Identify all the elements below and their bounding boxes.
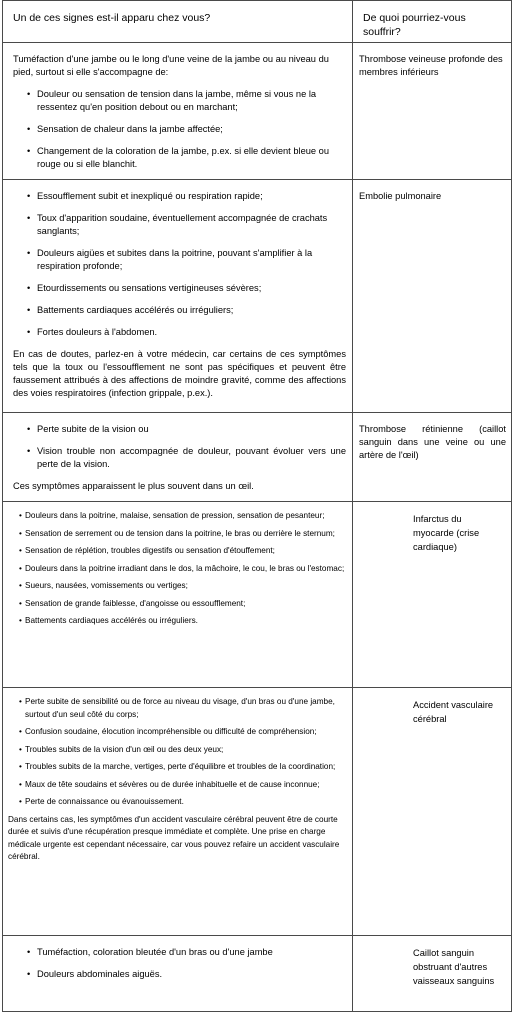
symptoms-cell — [3, 43, 353, 180]
condition-cell: Embolie pulmonaire — [353, 180, 512, 413]
condition-cell: Thrombose rétinienne (caillot sanguin dans une veine ou une artère de l'œil) — [353, 413, 512, 502]
symptom-item: • Sensation de serrement ou de tension dans la poitrine, le bras ou derrière le sternum; — [19, 528, 348, 541]
header-symptoms: Un de ces signes est-il apparu chez vous? — [3, 1, 353, 43]
symptom-item: • Sensation de réplétion, troubles digestifs ou sensation d'étouffement; — [19, 545, 348, 558]
symptoms-cell — [3, 413, 353, 502]
symptom-item: • Sensation de grande faiblesse, d'angoisse ou essoufflement; — [19, 598, 348, 611]
symptom-item: • Sueurs, nausées, vomissements ou vertiges; — [19, 580, 348, 593]
symptom-item: • Douleurs dans la poitrine irradiant dans le dos, la mâchoire, le cou, le bras ou l'estomac; — [19, 563, 348, 576]
symptom-item: • Essoufflement subit et inexpliqué ou respiration rapide; — [27, 190, 346, 203]
symptom-item: • Vision trouble non accompagnée de douleur, pouvant évoluer vers une perte de la vision. — [27, 445, 346, 471]
symptom-item: • Confusion soudaine, élocution incompréhensible ou difficulté de compréhension; — [19, 726, 348, 739]
symptom-item: • Troubles subits de la marche, vertiges, perte d'équilibre et troubles de la coordination; — [19, 761, 348, 774]
symptom-item: • Perte de connaissance ou évanouissement. — [19, 796, 348, 809]
table-row — [3, 936, 512, 1012]
row-note: En cas de doutes, parlez-en à votre médecin, car certains de ces symptômes tels que la toux ou l'essoufflement ne sont pas spécifiques et peuvent être faussement attribués à des affections de moindre gravité, comme des affections des voies respiratoires (infection grippale, p.ex.). — [13, 349, 346, 398]
symptom-item: • Troubles subits de la vision d'un œil ou des deux yeux; — [19, 744, 348, 757]
symptoms-cell — [3, 180, 353, 413]
symptom-item: • Douleurs dans la poitrine, malaise, sensation de pression, sensation de pesanteur; — [19, 510, 348, 523]
symptom-item: • Douleur ou sensation de tension dans la jambe, même si vous ne la ressentez qu'en position debout ou en marchant; — [27, 88, 346, 114]
table-row — [3, 43, 512, 180]
symptom-item: • Douleurs aigües et subites dans la poitrine, pouvant s'amplifier à la respiration profonde; — [27, 247, 346, 273]
symptom-item: • Perte subite de la vision ou — [27, 423, 346, 436]
symptom-item: • Changement de la coloration de la jambe, p.ex. si elle devient bleue ou rouge ou si elle blanchit. — [27, 145, 346, 171]
header-condition: De quoi pourriez-vous souffrir? — [353, 1, 512, 43]
table-row — [3, 180, 512, 413]
symptom-item: • Battements cardiaques accélérés ou irréguliers; — [27, 304, 346, 317]
table-row — [3, 413, 512, 502]
symptom-item: • Sensation de chaleur dans la jambe affectée; — [27, 123, 346, 136]
condition-cell: Infarctus du myocarde (crise cardiaque) — [353, 502, 512, 688]
symptoms-cell — [3, 502, 353, 688]
row-note: Dans certains cas, les symptômes d'un accident vasculaire cérébral peuvent être de courte durée et suivis d'une récupération presque immédiate et complète. Une prise en charge médicale urgente est cependant nécessaire, car vous pouvez refaire un accident vasculaire cérébral. — [8, 814, 340, 861]
row-note: Ces symptômes apparaissent le plus souvent dans un œil. — [13, 481, 254, 491]
symptoms-table — [2, 0, 512, 1012]
table-row — [3, 688, 512, 936]
symptoms-cell — [3, 688, 353, 936]
condition-cell: Caillot sanguin obstruant d'autres vaisseaux sanguins — [353, 936, 512, 1012]
symptom-item: • Fortes douleurs à l'abdomen. — [27, 326, 346, 339]
condition-cell: Accident vasculaire cérébral — [353, 688, 512, 936]
table-row — [3, 502, 512, 688]
row-intro: Tuméfaction d'une jambe ou le long d'une veine de la jambe ou au niveau du pied, surtout si elle s'accompagne de: — [13, 54, 329, 77]
table-header-row — [3, 1, 512, 43]
symptom-item: • Etourdissements ou sensations vertigineuses sévères; — [27, 282, 346, 295]
symptom-item: • Battements cardiaques accélérés ou irréguliers. — [19, 615, 348, 628]
condition-cell: Thrombose veineuse profonde des membres inférieurs — [353, 43, 512, 180]
symptom-item: • Maux de tête soudains et sévères ou de durée inhabituelle et de cause inconnue; — [19, 779, 348, 792]
symptom-item: • Perte subite de sensibilité ou de force au niveau du visage, d'un bras ou d'une jambe, surtout d'un seul côté du corps; — [19, 696, 348, 721]
symptom-item: • Tuméfaction, coloration bleutée d'un bras ou d'une jambe — [27, 946, 346, 959]
symptoms-cell — [3, 936, 353, 1012]
symptom-item: • Toux d'apparition soudaine, éventuellement accompagnée de crachats sanglants; — [27, 212, 346, 238]
symptom-item: • Douleurs abdominales aiguës. — [27, 968, 346, 981]
